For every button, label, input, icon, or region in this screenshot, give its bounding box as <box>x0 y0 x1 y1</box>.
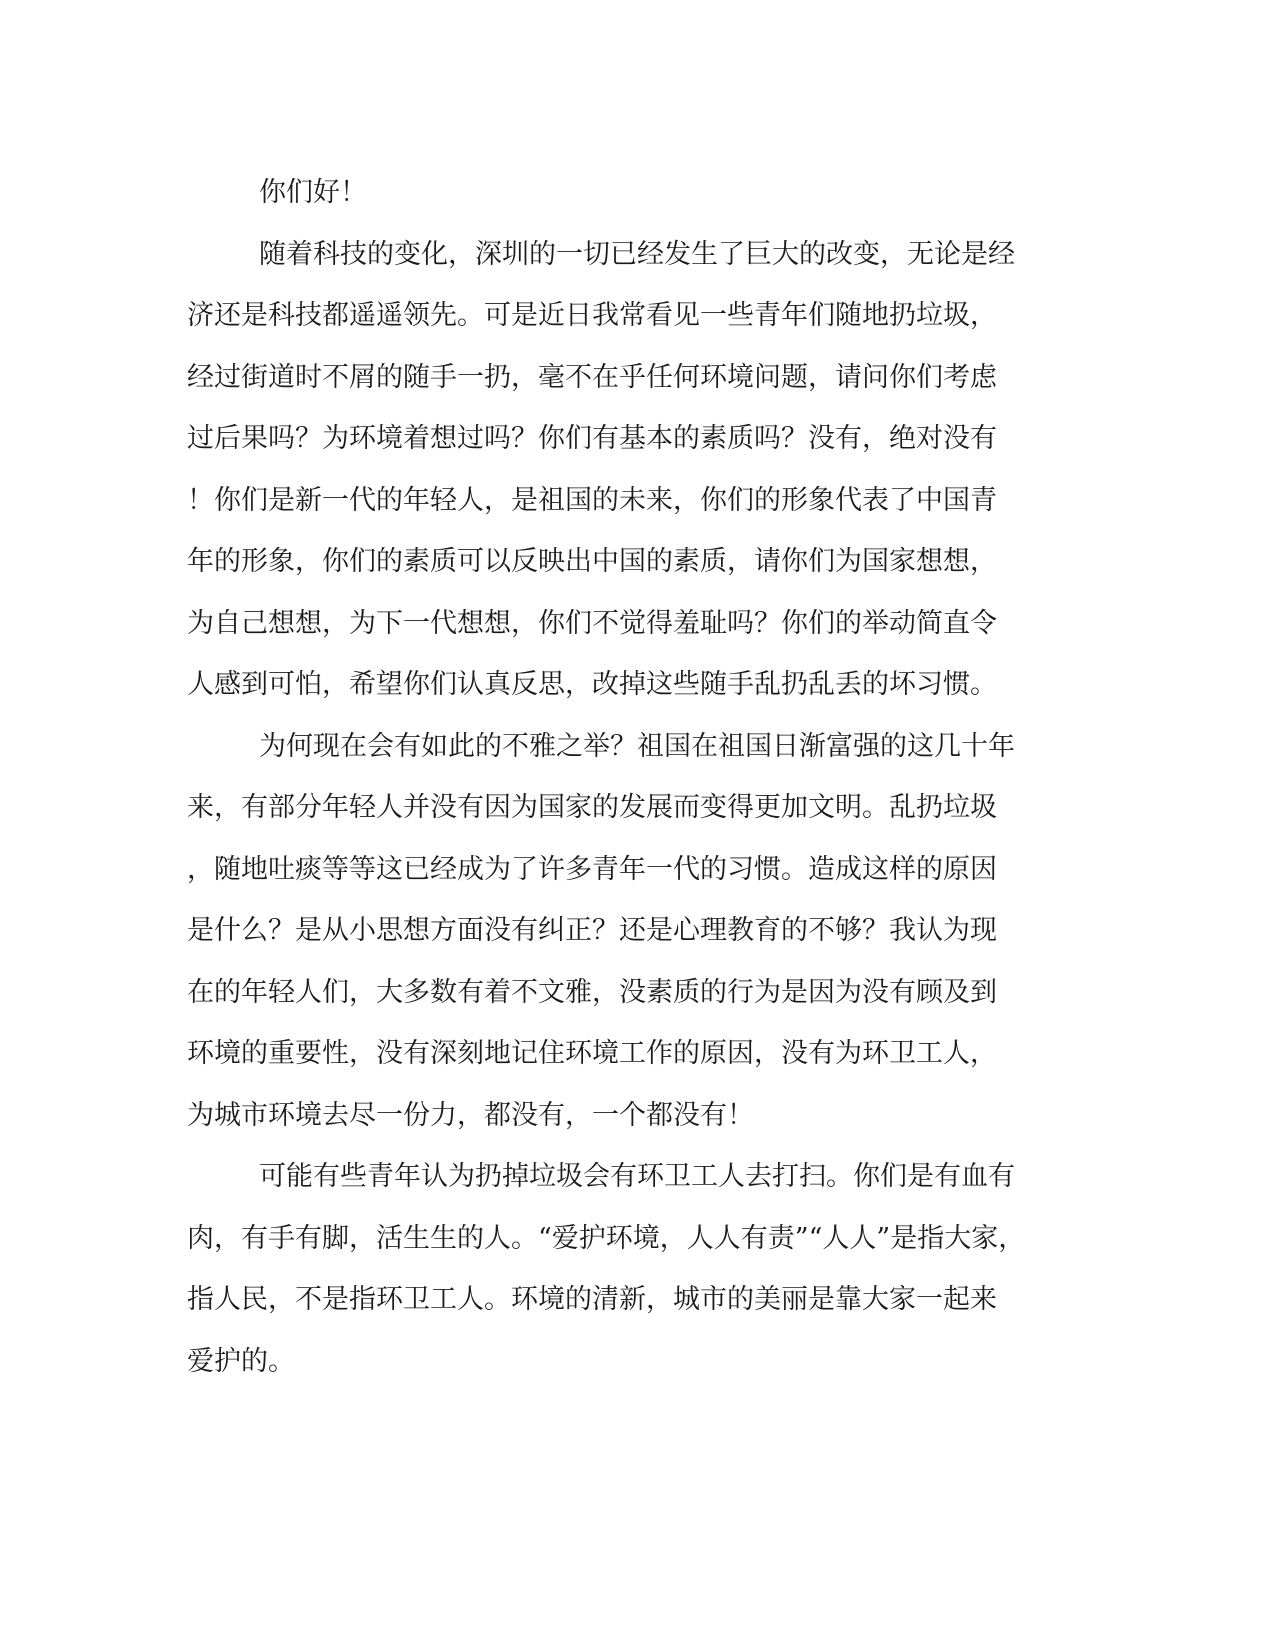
paragraph-1 <box>187 224 1067 716</box>
text-line: 在的年轻人们，大多数有着不文雅，没素质的行为是因为没有顾及到 <box>187 976 997 1008</box>
text-line: ，随地吐痰等等这已经成为了许多青年一代的习惯。造成这样的原因 <box>187 853 997 885</box>
text-line: ！你们是新一代的年轻人，是祖国的未来，你们的形象代表了中国青 <box>187 484 997 516</box>
text-line: 指人民，不是指环卫工人。环境的清新，城市的美丽是靠大家一起来 <box>187 1284 997 1315</box>
document-body <box>187 162 1067 1392</box>
text-line: 济还是科技都遥遥领先。可是近日我常看见一些青年们随地扔垃圾， <box>187 300 997 331</box>
greeting-line: 你们好！ <box>259 177 367 208</box>
text-line: 经过街道时不屑的随手一扔，毫不在乎任何环境问题，请问你们考虑 <box>187 361 997 393</box>
text-line: 环境的重要性，没有深刻地记住环境工作的原因，没有为环卫工人， <box>187 1038 997 1069</box>
text-line: 爱护的。 <box>187 1345 295 1377</box>
text-line: 为何现在会有如此的不雅之举？祖国在祖国日渐富强的这几十年 <box>259 730 1015 762</box>
text-line: 为自己想想，为下一代想想，你们不觉得羞耻吗？你们的举动简直令 <box>187 607 997 639</box>
text-line: 随着科技的变化，深圳的一切已经发生了巨大的改变，无论是经 <box>259 238 1015 270</box>
text-line: 人感到可怕，希望你们认真反思，改掉这些随手乱扔乱丢的坏习惯。 <box>187 669 997 700</box>
text-line: 可能有些青年认为扔掉垃圾会有环卫工人去打扫。你们是有血有 <box>259 1161 1015 1192</box>
paragraph-2 <box>187 716 1067 1147</box>
text-line: 年的形象，你们的素质可以反映出中国的素质，请你们为国家想想， <box>187 546 997 577</box>
text-line: 是什么？是从小思想方面没有纠正？还是心理教育的不够？我认为现 <box>187 915 997 946</box>
text-line: 来，有部分年轻人并没有因为国家的发展而变得更加文明。乱扔垃圾 <box>187 792 997 823</box>
text-line: 过后果吗？为环境着想过吗？你们有基本的素质吗？没有，绝对没有 <box>187 423 997 454</box>
paragraph-3 <box>187 1146 1067 1392</box>
text-line: 为城市环境去尽一份力，都没有，一个都没有！ <box>187 1099 754 1131</box>
text-line: 肉，有手有脚，活生生的人。“爱护环境，人人有责”“人人”是指大家， <box>187 1222 1026 1254</box>
